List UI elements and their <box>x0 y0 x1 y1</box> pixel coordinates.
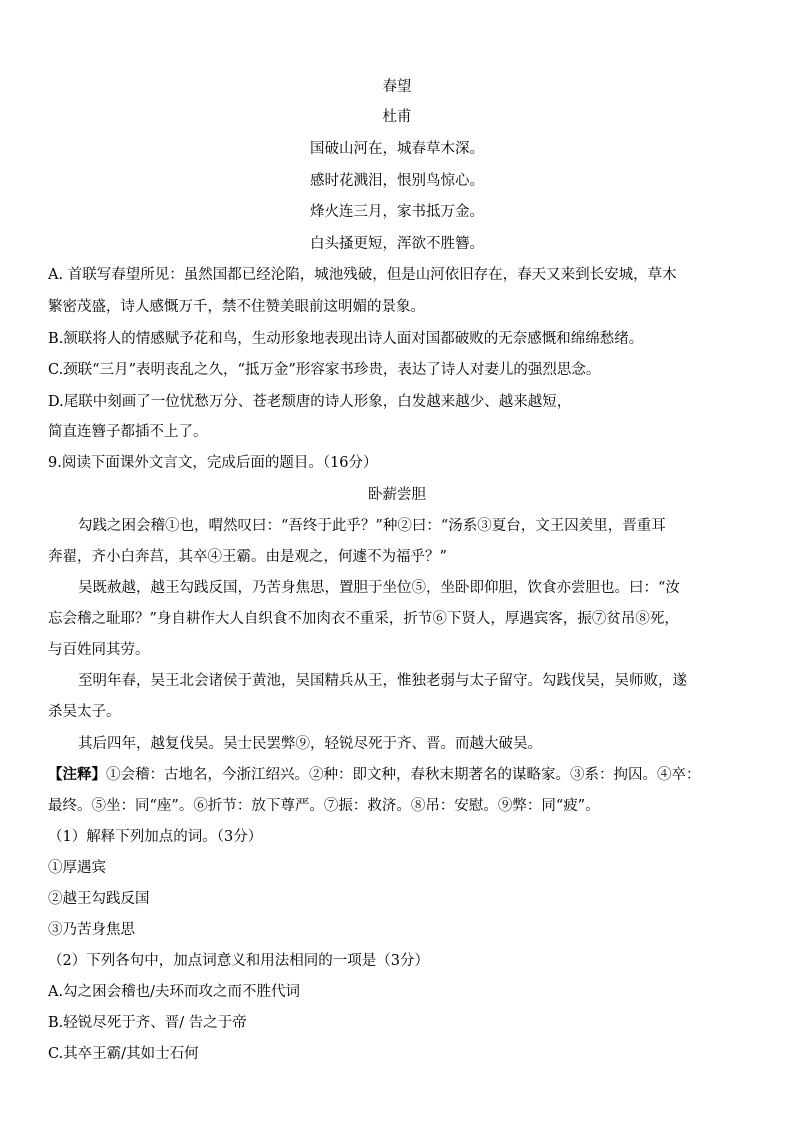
poem-line-4: 白头搔更短，浑欲不胜簪。 <box>310 236 484 252</box>
question-9-heading: 9.阅读下面课外文言文，完成后面的题目。（16分） <box>48 455 378 471</box>
sub-question-1-item-1: ①厚遇宾 <box>48 860 106 876</box>
notes-text-1: ①会稽：古地名，今浙江绍兴。②种：即文种，春秋末期著名的谋略家。③系：拘囚。④卒： <box>106 767 701 783</box>
passage-p3-line-1: 至明年春，吴王北会诸侯于黄池，吴国精兵从王，惟独老弱与太子留守。勾践伐吴，吴师败，遂 <box>78 673 687 689</box>
sub-question-1-item-2: ②越王勾践反国 <box>48 891 150 907</box>
option-d-line-2: 简直连簪子都插不上了。 <box>48 424 208 440</box>
poem-line-1: 国破山河在，城春草木深。 <box>310 141 484 157</box>
sub-question-2-option-b: B.轻锐尽死于齐、晋/ 告之于帝 <box>48 1015 247 1031</box>
option-b: B.颔联将人的情感赋予花和鸟，生动形象地表现出诗人面对国都破败的无奈感慨和绵绵愁绪。 <box>48 331 644 347</box>
poem-line-3: 烽火连三月，家书抵万金。 <box>310 204 484 220</box>
passage-p1-line-2: 奔翟，齐小白奔莒，其卒④王霸。由是观之，何遽不为福乎？” <box>48 549 447 565</box>
notes-line-1 <box>48 765 701 785</box>
passage-p2-line-1: 吴既赦越，越王勾践反国，乃苦身焦思，置胆于坐位⑤，坐卧即仰胆，饮食亦尝胆也。曰：“汝 <box>78 580 680 596</box>
option-c: C.颈联“三月”表明丧乱之久，“抵万金”形容家书珍贵，表达了诗人对妻儿的强烈思念。 <box>48 362 601 378</box>
poem-author: 杜甫 <box>382 109 412 125</box>
passage-title: 卧薪尝胆 <box>368 487 426 503</box>
sub-question-2-option-a: A.勾之困会稽也/夫环而攻之而不胜代词 <box>48 984 300 1000</box>
sub-question-1: （1）解释下列加点的词。（3分） <box>48 829 263 845</box>
passage-p4: 其后四年，越复伐吴。吴士民罢弊⑨，轻锐尽死于齐、晋。而越大破吴。 <box>78 736 542 752</box>
option-a-line-1: A. 首联写春望所见：虽然国都已经沦陷，城池残破，但是山河依旧存在，春天又来到长安城，草木 <box>48 267 677 283</box>
sub-question-1-item-3: ③乃苦身焦思 <box>48 922 135 938</box>
sub-question-2-option-c: C.其卒王霸/其如士石何 <box>48 1046 199 1062</box>
passage-p1-line-1: 勾践之困会稽①也，喟然叹曰：“吾终于此乎？”种②曰：“汤系③夏台，文王囚羑里，晋重耳 <box>78 518 666 534</box>
option-d-line-1: D.尾联中刻画了一位忧愁万分、苍老颓唐的诗人形象，白发越来越少、越来越短， <box>48 394 572 410</box>
passage-p2-line-2: 忘会稽之耻耶？”身自耕作大人自织食不加肉衣不重采，折节⑥下贤人，厚遇宾客，振⑦贫吊⑧死， <box>48 611 679 627</box>
notes-line-2: 最终。⑤坐：同“座”。⑥折节：放下尊严。⑦振：救济。⑧吊：安慰。⑨弊：同“疲”。 <box>48 798 600 814</box>
poem-title: 春望 <box>382 79 412 95</box>
notes-tag: 【注释】 <box>48 766 106 783</box>
passage-p3-line-2: 杀吴太子。 <box>48 704 121 720</box>
sub-question-2: （2）下列各句中，加点词意义和用法相同的一项是（3分） <box>48 953 429 969</box>
poem-line-2: 感时花溅泪，恨别鸟惊心。 <box>310 173 484 189</box>
passage-p2-line-3: 与百姓同其劳。 <box>48 642 150 658</box>
option-a-line-2: 繁密茂盛，诗人感慨万千，禁不住赞美眼前这明媚的景象。 <box>48 299 425 315</box>
